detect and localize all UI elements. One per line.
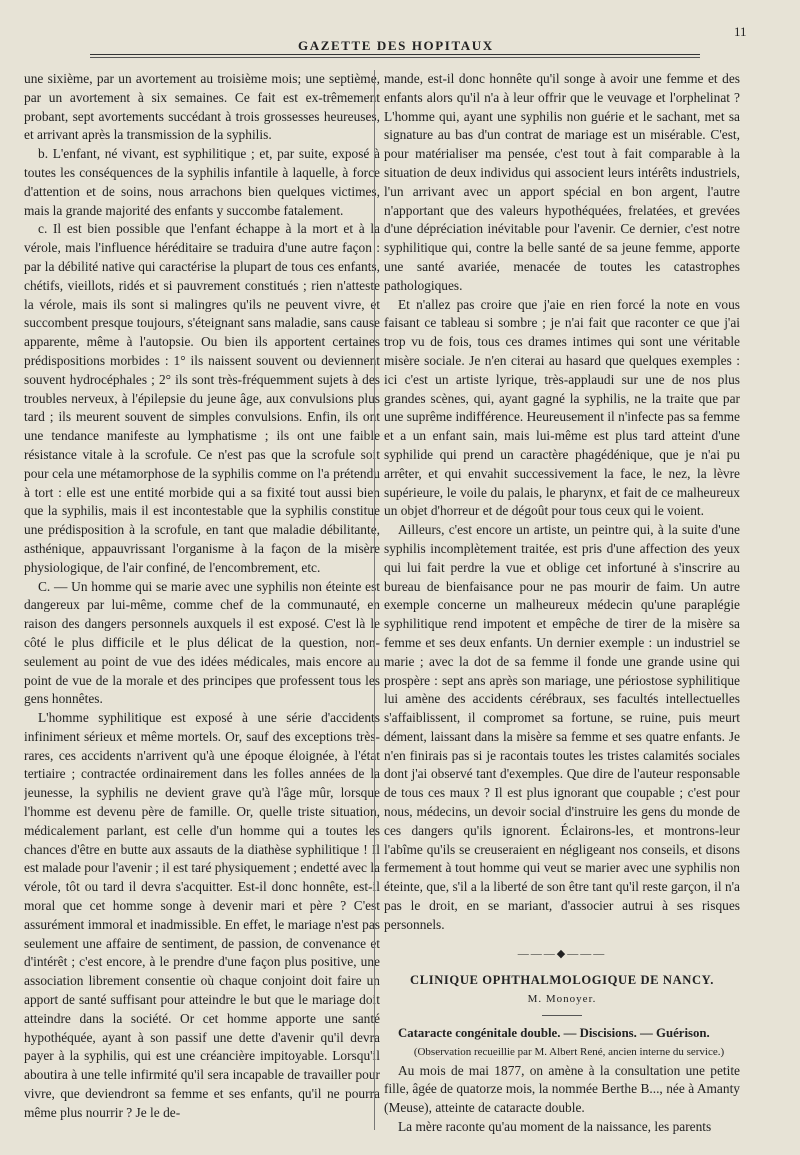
case-title: Cataracte congénitale double. — Discisions. — Guérison. [398,1026,710,1041]
short-rule [542,1015,582,1016]
journal-title: GAZETTE DES HOPITAUX [298,38,494,53]
paragraph: Ailleurs, c'est encore un artiste, un peintre qui, à la suite d'une syphilis incomplètement traitée, est pris d'une affection des yeux qui lui fait perdre la vue et oblige cet infortuné à s'inscrire au bureau de bienfaisance pour ne pas mourir de faim. Un autre exemple concerne un malheureux médecin qu'une paraplégie syphilitique rend impotent et empêche de tirer de la misère sa femme et ses deux enfants. Un dernier exemple : un industriel se marie ; avec la dot de sa femme il fonde une grande usine qui prospère : sept ans après son mariage, une périostose syphilitique lui amène des accidents cérébraux, ses facultés intellectuelles s'affaiblissent, il compromet sa fortune, se ruine, puis meurt dément, laissant dans la misère sa femme et ses quatre enfants. Je n'en finirais pas si je racontais toutes les tristes calamités sociales dont j'ai observé tant d'exemples. Que dire de l'auteur responsable de tous ces maux ? Il est plus ignorant que coupable ; c'est pour nous, médecins, un devoir social d'instruire les gens du monde de ces dangers qu'ils ignorent. Éclairons-les, et montrons-leur l'abîme qu'ils se creuseraient en négligeant nos conseils, et disons fermement à tout homme qui veut se marier avec une syphilis non éteinte, que, s'il a la liberté de son être tant qu'il reste garçon, il n'a pas le droit, en se mariant, d'associer autrui à ses risques personnels. [384,522,740,932]
paragraph: C. — Un homme qui se marie avec une syphilis non éteinte est dangereux par lui-même, comme chef de la communauté, en raison des dangers personnels auxquels il est exposé. C'est là le côté le plus difficile et le plus délicat de la question, non-seulement au point de vue des idées médicales, mais encore au point de vue de la morale et des principes que professent tous les gens honnêtes. [24,578,380,707]
right-column [384,70,740,1140]
paragraph: Au mois de mai 1877, on amène à la consultation une petite fille, âgée de quatorze mois, la nommée Berthe B..., née à Amanty (Meuse), atteinte de cataracte double. [384,1062,740,1116]
header-rule-thin [90,57,700,58]
paragraph: Et n'allez pas croire que j'aie en rien forcé la note en vous faisant ce tableau si sombre ; je n'ai fait que raconter ce que j'ai trop vu de fois, tous ces drames intimes qui sont une véritable misère sociale. Je n'en citerai au hasard que quelques exemples : ici c'est un artiste lyrique, très-applaudi sur une de nos plus grandes scènes, qui, ayant gagné la syphilis, ne la traite que par une suprême indifférence. Heureusement il n'infecte pas sa femme et a un enfant sain, mais lui-même est plus tard atteint d'une syphilide qui prend un caractère phagédénique, que je n'ai pu arrêter, et qui envahit successivement la face, le nez, la lèvre supérieure, le voile du palais, le pharynx, et fait de ce malheureux un objet d'horreur et de dégoût pour tous ceux qui le voient. [384,296,740,519]
column-divider [374,70,375,1130]
paragraph: La mère raconte qu'au moment de la naissance, les parents [398,1119,712,1135]
left-column [24,70,380,1140]
paragraph: c. Il est bien possible que l'enfant échappe à la mort et à la vérole, mais l'influence héréditaire se traduira d'une autre façon : par la débilité native qui caractérise la plupart de tous ces enfants, chétifs, vieillots, ridés et si pauvrement constitués ; rien n'atteste la vérole, mais ils sont si malingres qu'ils ne peuvent vivre, et succombent presque toujours, s'éteignant sans maladie, sans cause apparente, même à l'autopsie. Ou bien ils apportent certaines prédispositions morbides : 1° ils naissent souvent ou deviennent souvent hydrocéphales ; 2° ils sont très-fréquemment sujets à des troubles nerveux, à l'épilepsie du jeune âge, aux convulsions plus tard ; ils meurent souvent de simples convulsions. Enfin, ils ont une tendance manifeste au lymphatisme ; ils ont une faible résistance vitale à la scrofule. Ce n'est pas que la scrofule soit pour cela une métamorphose de la syphilis comme on l'a prétendu à tort : elle est une entité morbide qui a sa fixité tout aussi bien que la syphilis, mais il est incontestable que la syphilis constitue une prédisposition à la scrofule, en tant que maladie débilitante, asthénique, appauvrissant l'organisme à la façon de la misère physiologique, de l'air confiné, de l'encombrement, etc. [24,221,380,575]
paragraph: mande, est-il donc honnête qu'il songe à avoir une femme et des enfants alors qu'il n'a à leur offrir que le veuvage et l'orphelinat ? L'homme qui, ayant une syphilis non guérie et le sachant, met sa signature au bas d'un contrat de mariage est un misérable. C'est, pour matérialiser ma pensée, c'est tout à fait comparable à la situation de deux individus qui associent leurs intérêts industriels, l'un arrivant avec un apport spécial en bon argent, l'autre n'apportant que des valeurs hypothéquées, frelatées, et grevées d'une dépréciation inévitable pour l'avenir. Ce dernier, c'est notre syphilitique qui, contre la belle santé de sa jeune femme, apporte une santé avariée, menacée de toutes les catastrophes pathologiques. [384,71,740,293]
observation-note: (Observation recueillie par M. Albert René, ancien interne du service.) [413,1045,725,1058]
header-rule [90,54,700,55]
page-header [30,20,760,62]
paragraph: L'homme syphilitique est exposé à une série d'accidents infiniment sérieux et même mortels. Or, sauf des exceptions très-rares, ces accidents n'arrivent qu'à une époque éloignée, à l'état tertiaire ; contractée ordinairement dans les folles années de la jeunesse, la syphilis ne devient grave qu'à l'âge mûr, lorsque l'homme est devenu père de famille. Or, quelle triste situation, médicalement parlant, est celle d'un homme qui a toutes les chances d'être en butte aux assauts de la diathèse syphilitique ! Il est malade pour l'avenir ; il est taré physiquement ; endetté avec la vérole, tôt ou tard il devra s'acquitter. Est-il donc honnête, est-il moral que cet homme songe à devenir mari et père ? C'est assurément immoral et inadmissible. En effet, le mariage n'est pas seulement une affaire de sentiment, de passion, de convenance et d'intérêt ; c'est encore, à le prendre d'une façon plus positive, une association librement consentie où chaque conjoint doit faire un apport de santé suffisant pour atteindre le but que le mariage doit atteindre dans la société. Or cet homme apporte une santé hypothéquée, ayant à son passif une dette d'avenir qu'il devra payer à la syphilis, qui est une créancière impitoyable. Lorsqu'il aboutira à une telle infirmité qu'il sera incapable de travailler pour vivre, que deviendront sa femme et ses enfants, qu'il ne pourra même plus nourrir ? Je le de- [24,710,380,1120]
paragraph: une sixième, par un avortement au troisième mois; une septième, par un avortement à six semaines. Ce fait est ex-trêmement probant, sept avortements succédant à trois grossesses heureuses, et arrivant après la transmission de la syphilis. [24,71,380,143]
page-number: 11 [734,24,747,39]
paragraph: b. L'enfant, né vivant, est syphilitique ; et, par suite, exposé à toutes les conséquences de la syphilis infantile à laquelle, à force d'attention et de soins, nous arrachons bien quelques victimes, mais la grande majorité des enfants y succombe fatalement. [24,146,380,218]
clinic-heading: CLINIQUE OPHTHALMOLOGIQUE DE NANCY. [410,973,714,988]
clinic-author: M. Monoyer. [527,993,597,1006]
section-separator-ornament: ———◆——— [517,947,607,960]
